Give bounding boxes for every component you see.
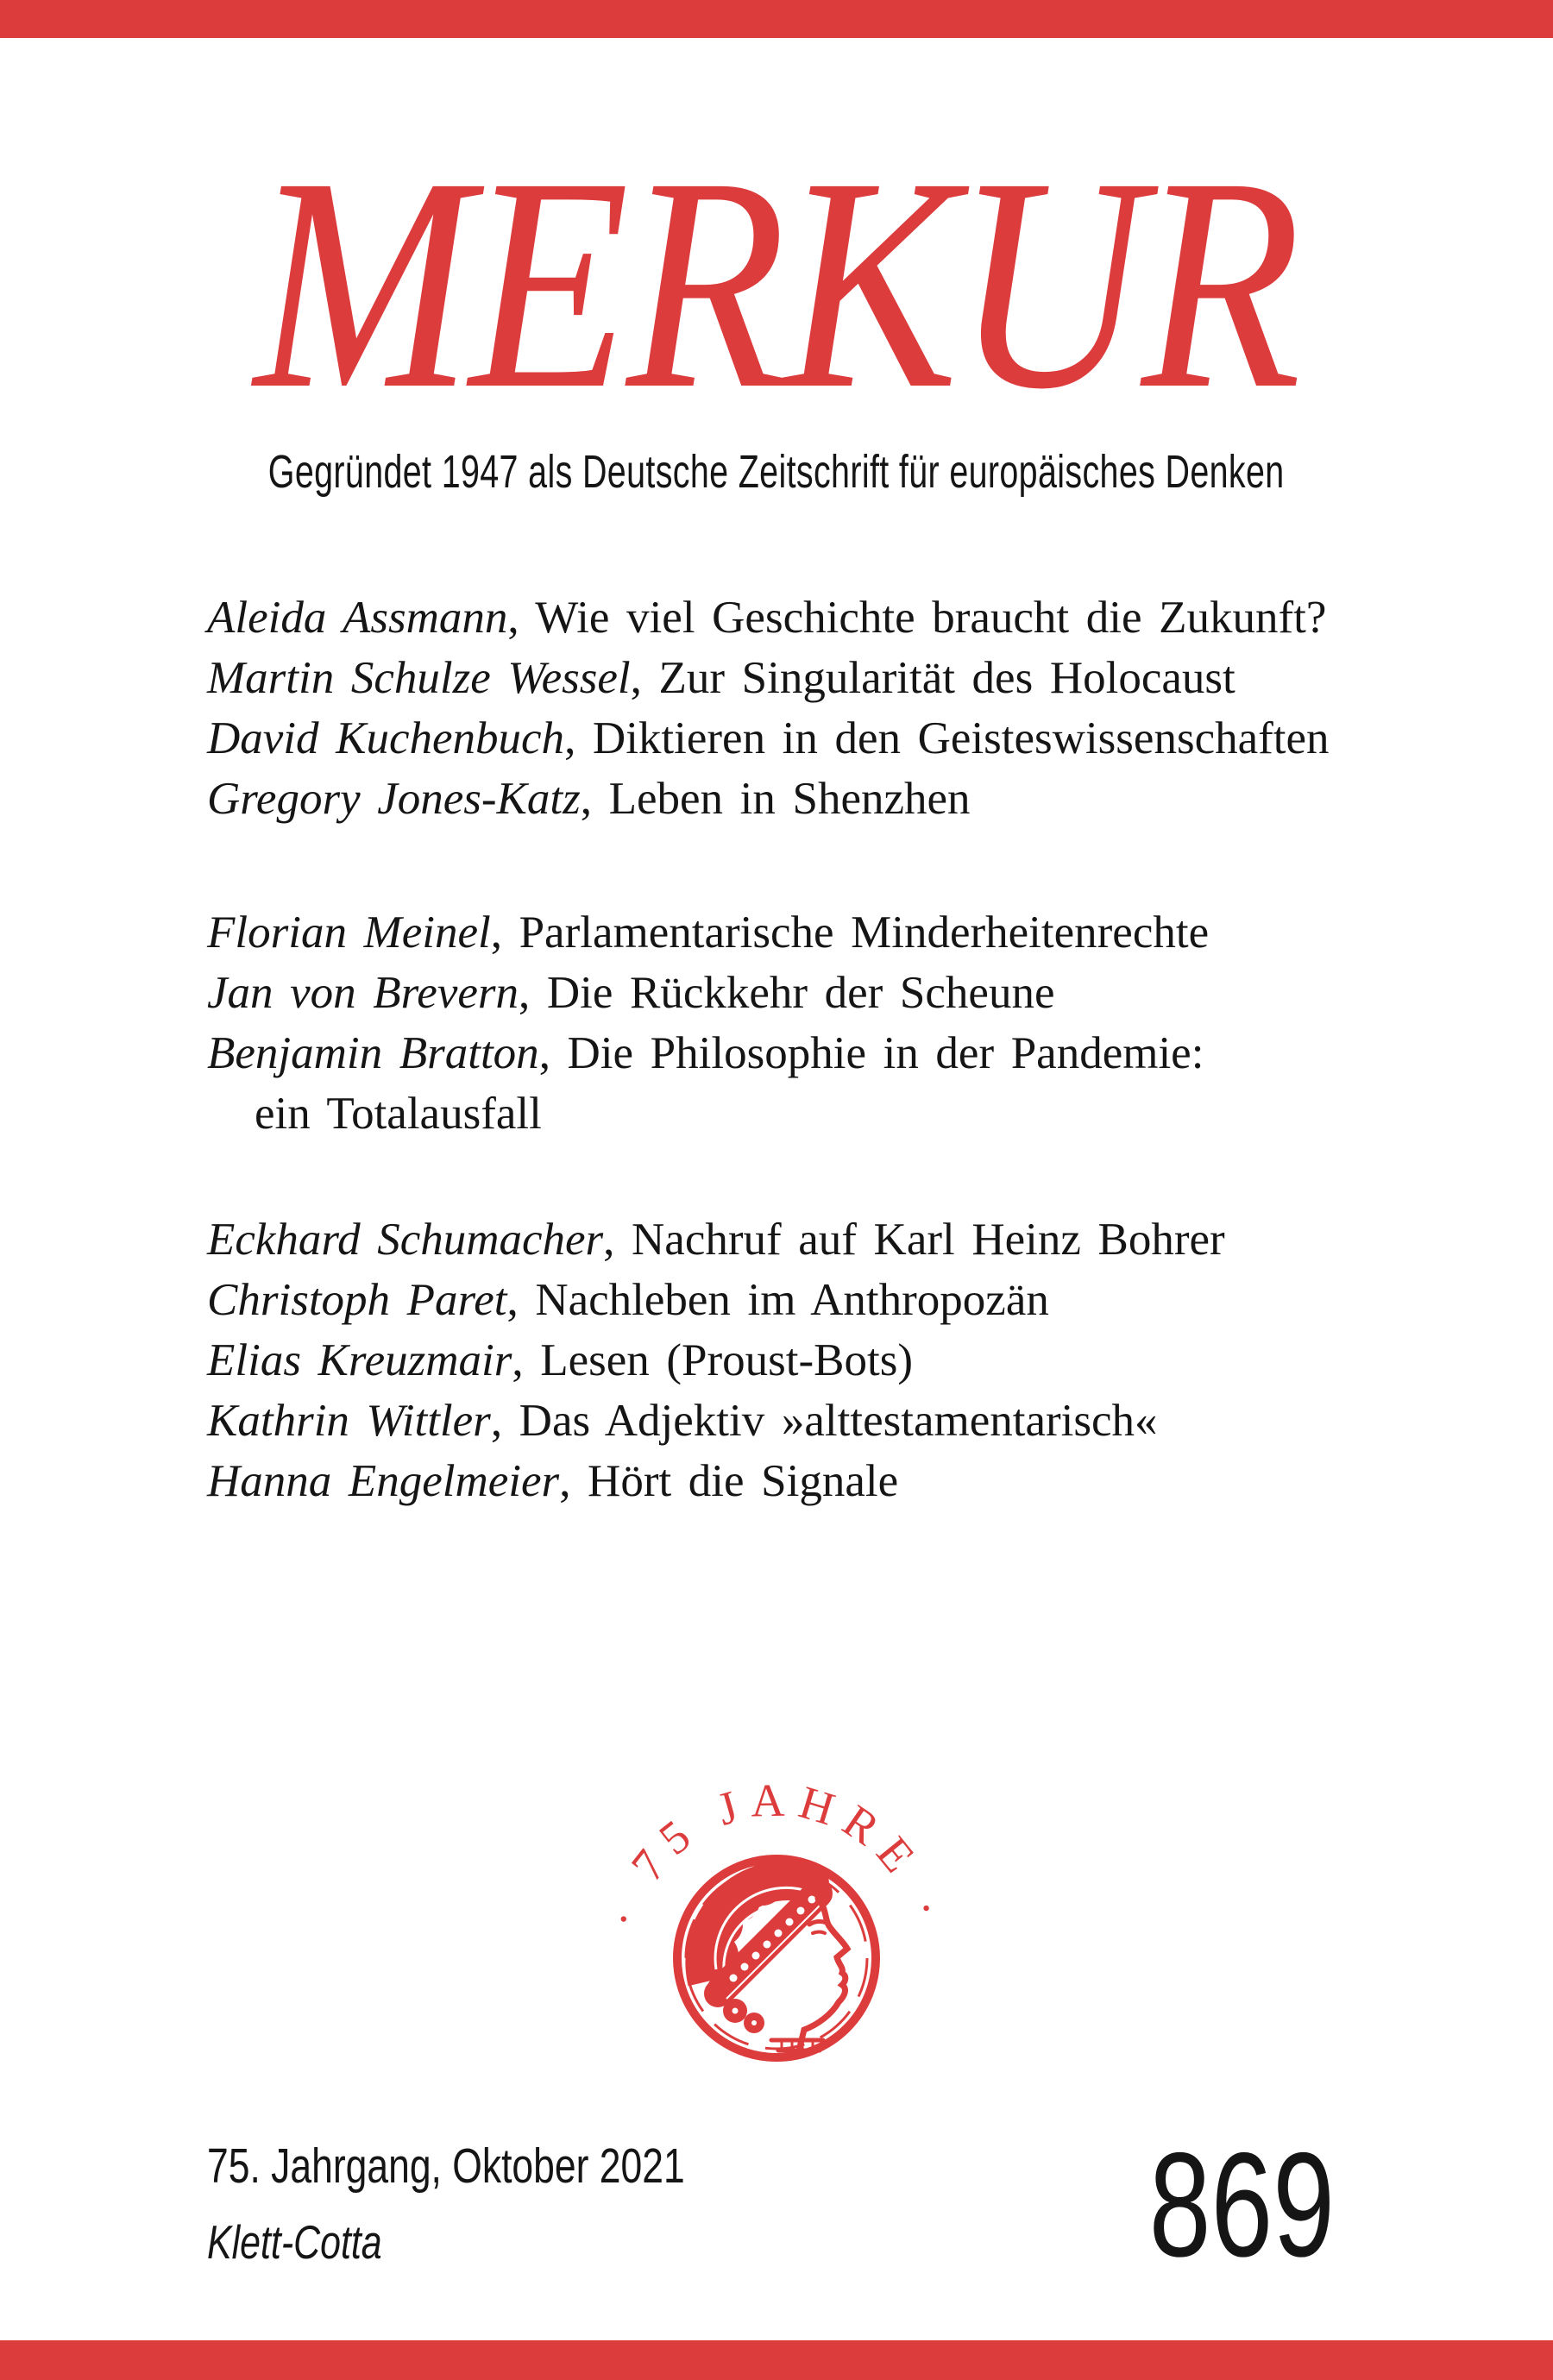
issue-number-text: 869 bbox=[1148, 2122, 1335, 2288]
contents-entry bbox=[207, 1330, 1518, 1391]
contents-entry bbox=[207, 587, 1518, 648]
entry-title: , Die Rückkehr der Scheune bbox=[519, 968, 1055, 1018]
contents-group bbox=[207, 587, 1518, 829]
entry-author: Gregory Jones-Katz bbox=[207, 774, 581, 824]
magazine-subtitle bbox=[0, 446, 1553, 498]
anniversary-arc-text: · 75 JAHRE · bbox=[596, 1774, 957, 1934]
contents-entry bbox=[207, 963, 1518, 1023]
entry-title: , Hört die Signale bbox=[559, 1456, 899, 1506]
entry-title: , Das Adjektiv »alttestamentarisch« bbox=[490, 1396, 1158, 1446]
magazine-title bbox=[0, 115, 1553, 452]
entry-author: Benjamin Bratton bbox=[207, 1028, 539, 1078]
magazine-subtitle-text: Gegründet 1947 als Deutsche Zeitschrift für europäisches Denken bbox=[268, 446, 1285, 498]
entry-author: Martin Schulze Wessel bbox=[207, 653, 631, 703]
entry-author: Eckhard Schumacher bbox=[207, 1215, 604, 1265]
entry-title: , Diktieren in den Geisteswissenschaften bbox=[564, 713, 1330, 763]
entry-author: Aleida Assmann bbox=[207, 593, 508, 643]
issue-number bbox=[1087, 2122, 1335, 2288]
entry-title: , Nachruf auf Karl Heinz Bohrer bbox=[603, 1215, 1225, 1265]
entry-title-continuation: ein Totalausfall bbox=[255, 1089, 542, 1139]
edition-line bbox=[207, 2138, 820, 2194]
entry-author: Florian Meinel bbox=[207, 907, 491, 958]
entry-title: , Lesen (Proust-Bots) bbox=[512, 1335, 914, 1385]
contents-entry bbox=[207, 1023, 1518, 1083]
entry-author: Hanna Engelmeier bbox=[207, 1456, 560, 1506]
contents-entry bbox=[207, 1209, 1518, 1270]
anniversary-medallion bbox=[587, 1747, 966, 2066]
entry-title: , Nachleben im Anthropozän bbox=[506, 1275, 1049, 1325]
entry-title: , Parlamentarische Minderheitenrechte bbox=[490, 907, 1210, 958]
contents-entry bbox=[207, 1391, 1518, 1451]
entry-author: Jan von Brevern bbox=[207, 968, 519, 1018]
entry-title: , Wie viel Geschichte braucht die Zukunft? bbox=[507, 593, 1327, 643]
top-red-bar bbox=[0, 0, 1553, 38]
publisher-text: Klett-Cotta bbox=[207, 2215, 382, 2269]
contents-entry bbox=[207, 708, 1518, 769]
entry-author: Elias Kreuzmair bbox=[207, 1335, 512, 1385]
entry-author: Kathrin Wittler bbox=[207, 1396, 491, 1446]
contents-entry bbox=[207, 1270, 1518, 1330]
contents-group bbox=[207, 902, 1518, 1144]
entry-title: , Zur Singularität des Holocaust bbox=[630, 653, 1235, 703]
contents-entry bbox=[207, 648, 1518, 708]
contents bbox=[207, 587, 1518, 1511]
entry-author: David Kuchenbuch bbox=[207, 713, 565, 763]
mercury-head-icon bbox=[690, 1859, 847, 2050]
magazine-title-text: MERKUR bbox=[254, 115, 1299, 452]
entry-title: , Leben in Shenzhen bbox=[580, 774, 971, 824]
contents-entry bbox=[207, 769, 1518, 829]
contents-entry bbox=[207, 902, 1518, 963]
entry-author: Christoph Paret bbox=[207, 1275, 507, 1325]
contents-group bbox=[207, 1209, 1518, 1511]
publisher-line bbox=[207, 2215, 431, 2269]
contents-entry bbox=[207, 1451, 1518, 1511]
entry-title: , Die Philosophie in der Pandemie: bbox=[538, 1028, 1204, 1078]
bottom-red-bar bbox=[0, 2340, 1553, 2380]
edition-text: 75. Jahrgang, Oktober 2021 bbox=[207, 2138, 685, 2194]
